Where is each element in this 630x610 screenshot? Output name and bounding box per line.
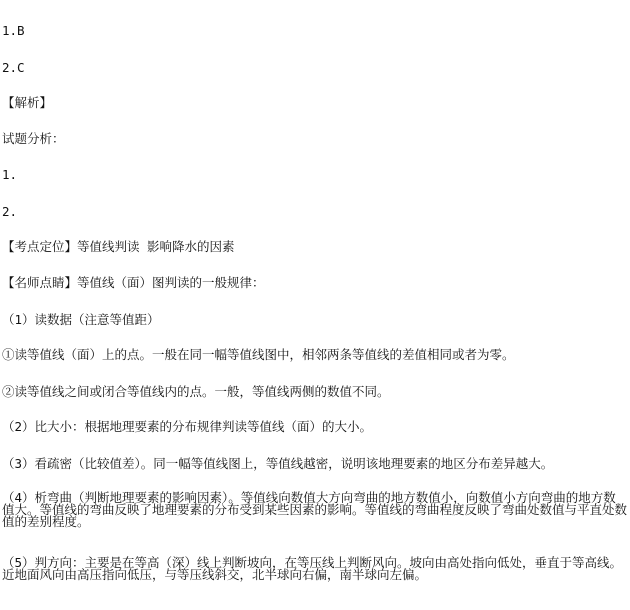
kaodian-line: 【考点定位】等值线判读 影响降水的因素 bbox=[2, 239, 235, 254]
teacher-section-1b: ②读等值线之间或闭合等值线内的点。一般，等值线两侧的数值不同。 bbox=[2, 384, 390, 399]
analysis-subheading: 试题分析： bbox=[2, 131, 65, 146]
answer-2: 2.C bbox=[2, 60, 25, 75]
answer-1: 1.B bbox=[2, 23, 25, 38]
analysis-item-2: 2. bbox=[2, 204, 18, 219]
teacher-section-1a: ①读等值线（面）上的点。一般在同一幅等值线图中，相邻两条等值线的差值相同或者为零。 bbox=[2, 347, 515, 362]
teacher-intro: 【名师点睛】等值线（面）图判读的一般规律： bbox=[2, 275, 265, 290]
analysis-item-1: 1. bbox=[2, 167, 18, 182]
teacher-section-3: （3）看疏密（比较值差）。同一幅等值线图上，等值线越密，说明该地理要素的地区分布差异越大。 bbox=[2, 456, 554, 471]
teacher-section-2: （2）比大小：根据地理要素的分布规律判读等值线（面）的大小。 bbox=[2, 419, 373, 434]
teacher-section-1: （1）读数据（注意等值距） bbox=[2, 312, 160, 327]
teacher-section-4: （4）析弯曲（判断地理要素的影响因素）。等值线向数值大方向弯曲的地方数值小，向数值小方向弯曲的地方数值大。等值线的弯曲反映了地理要素的分布受到某些因素的影响。等值线的弯曲程度反映了弯曲处数值与平直处数值的差别程度。 bbox=[2, 490, 628, 529]
teacher-section-5: （5）判方向：主要是在等高（深）线上判断坡向，在等压线上判断风向。坡向由高处指向低处，垂直于等高线。近地面风向由高压指向低压，与等压线斜交，北半球向右偏，南半球向左偏。 bbox=[2, 555, 623, 582]
analysis-heading: 【解析】 bbox=[2, 95, 53, 110]
